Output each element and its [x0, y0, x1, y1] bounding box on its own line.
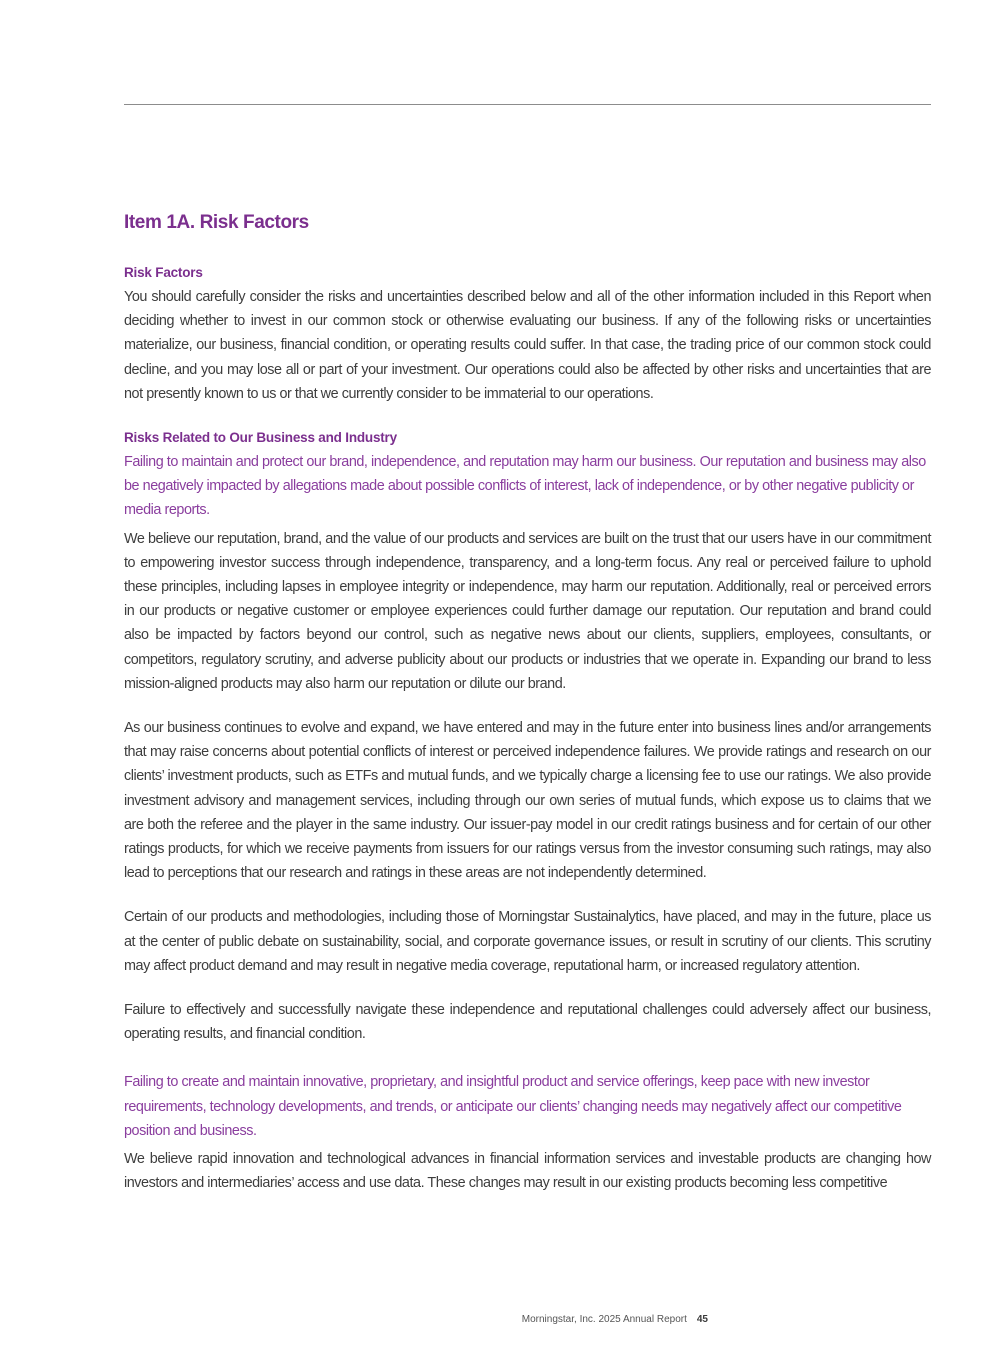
page-title: Item 1A. Risk Factors [124, 212, 309, 233]
page-footer [0, 1314, 708, 1325]
section-heading-business-industry: Risks Related to Our Business and Industry [124, 430, 397, 446]
risk-subheading-brand: Failing to maintain and protect our brand, independence, and reputation may harm our business. Our reputation and business may also be negatively impacted by allegations made about possible conflicts of interest, lack of independence, or by other negative publicity or media reports. [124, 454, 926, 519]
footer-report-name: Morningstar, Inc. 2025 Annual Report [521, 1314, 687, 1325]
page-number: 45 [696, 1314, 708, 1325]
section-heading-risk-factors: Risk Factors [124, 265, 203, 280]
paragraph-navigate-challenges: Failure to effectively and successfully navigate these independence and reputational challenges could adversely affect our business, operating results, and financial condition. [124, 1002, 931, 1043]
paragraph-conflicts: As our business continues to evolve and expand, we have entered and may in the future enter into business lines and/or arrangements that may raise concerns about potential conflicts of interest or perceived independence failures. We provide ratings and research on our clients’ investment products, such as ETFs and mutual funds, and we typically charge a licensing fee to use our ratings. We also provide investment advisory and management services, including through our own series of mutual funds, which expose us to claims that we are both the referee and the player in the same industry. Our issuer-pay model in our credit ratings business and for certain of our other ratings products, for which we receive payments from issuers for our ratings versus from the investor consuming such ratings, may also lead to perceptions that our research and ratings in these areas are not independently determined. [124, 720, 931, 882]
intro-paragraph: You should carefully consider the risks and uncertainties described below and all of the other information included in this Report when deciding whether to invest in our common stock or otherwise evaluating our business. If any of the following risks or uncertainties materialize, our business, financial condition, or operating results could suffer. In that case, the trading price of our common stock could decline, and you may lose all or part of your investment. Our operations could also be affected by other risks and uncertainties that are not presently known to us or that we currently consider to be immaterial to our operations. [124, 289, 931, 402]
header-rule [124, 104, 931, 105]
paragraph-sustainalytics: Certain of our products and methodologies, including those of Morningstar Sustainalytics, have placed, and may in the future, place us at the center of public debate on sustainability, social, and corporate governance issues, or result in scrutiny of our clients. This scrutiny may affect product demand and may result in negative media coverage, reputational harm, or increased regulatory attention. [124, 909, 931, 974]
paragraph-innovation: We believe rapid innovation and technological advances in financial information services and investable products are changing how investors and intermediaries’ access and use data. These changes may result in our existing products becoming less competitive [124, 1151, 931, 1192]
risk-subheading-innovation: Failing to create and maintain innovative, proprietary, and insightful product and service offerings, keep pace with new investor requirements, technology developments, and trends, or anticipate our clients’ changing needs may negatively affect our competitive position and business. [124, 1074, 902, 1139]
paragraph-reputation: We believe our reputation, brand, and the value of our products and services are built on the trust that our users have in our commitment to empowering investor success through independence, transparency, and a long-term focus. Any real or perceived failure to uphold these principles, including lapses in employee integrity or independence, may harm our reputation. Additionally, real or perceived errors in our products or negative customer or employee experiences could further damage our reputation. Our reputation and brand could also be impacted by factors beyond our control, such as negative news about our clients, suppliers, employees, consultants, or competitors, regulatory scrutiny, and adverse publicity about our products or industries that we operate in. Expanding our brand to less mission-aligned products may also harm our reputation or dilute our brand. [124, 530, 931, 692]
document-body [124, 208, 931, 1196]
